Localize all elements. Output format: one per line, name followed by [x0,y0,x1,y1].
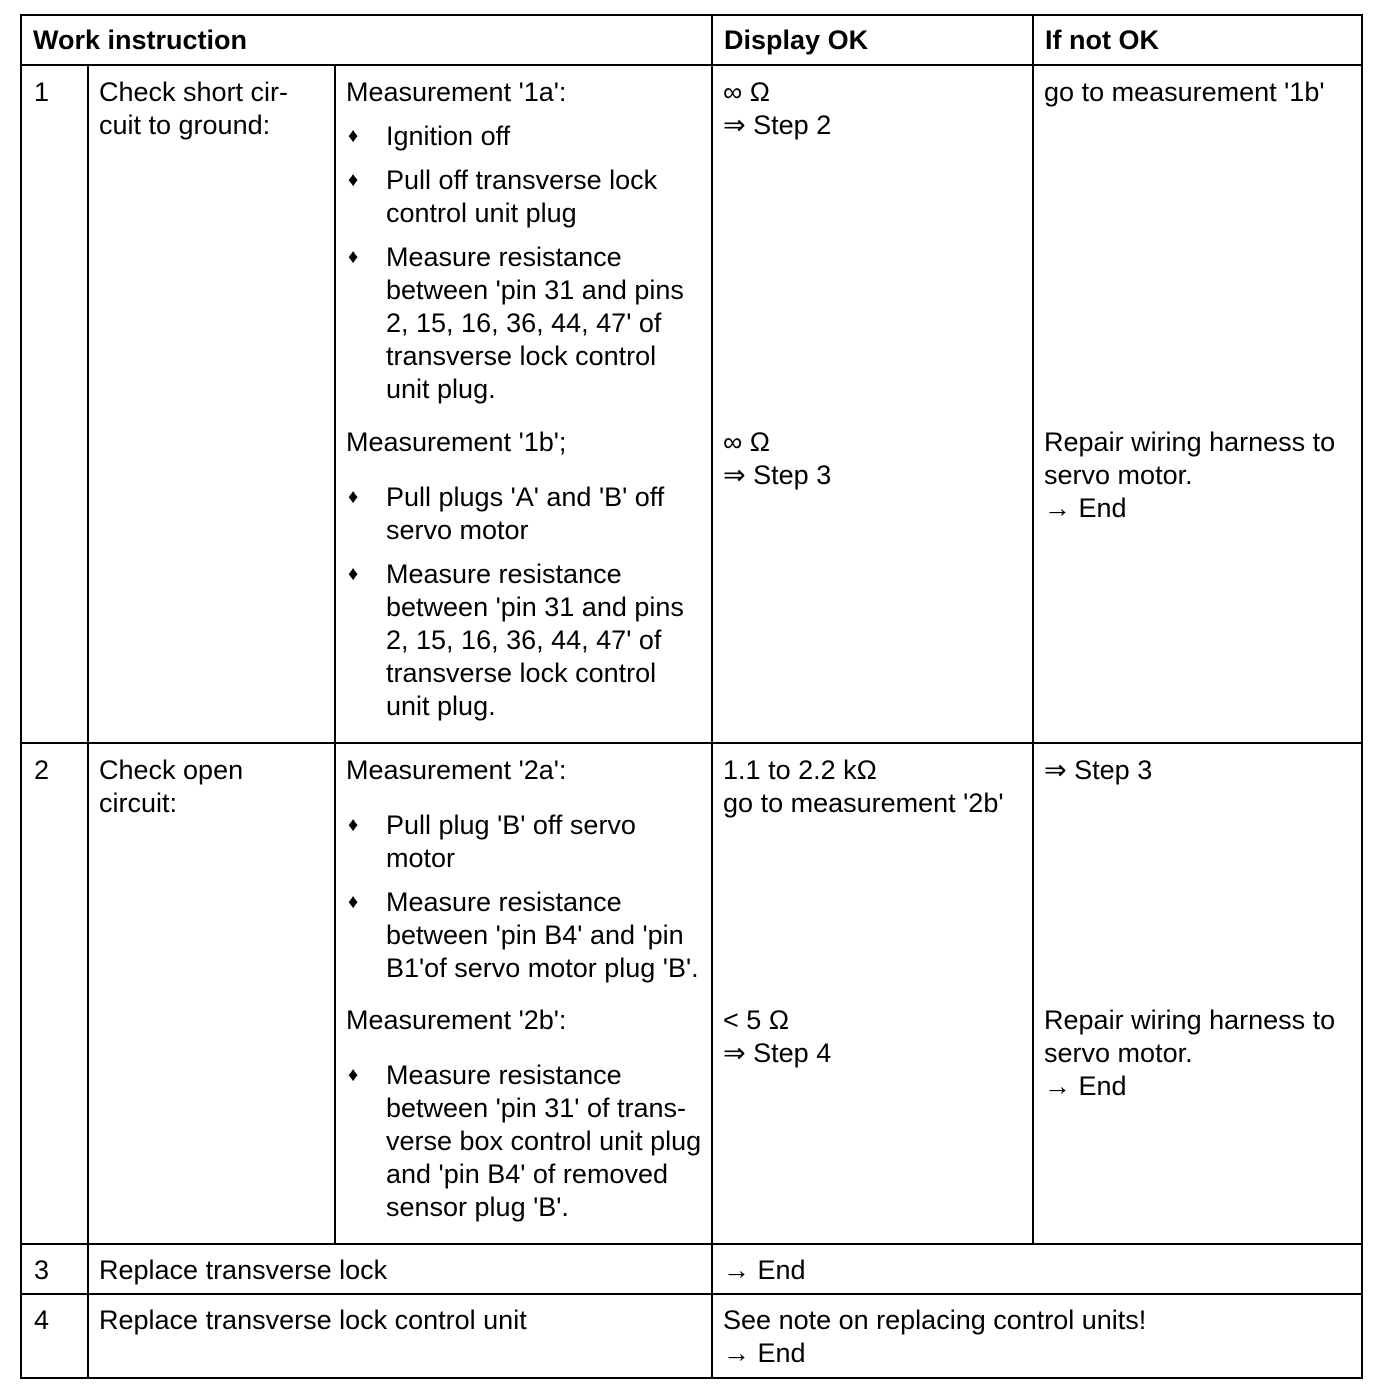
measurement-1b [346,426,703,723]
if-not-ok-cell [1033,743,1362,1244]
step-task: Check open circuit: [88,743,335,1244]
table-row-step-3 [21,1244,1362,1294]
instruction-list [346,1059,703,1224]
list-item: ♦ Measure resistance between 'pin 31' of trans-verse box control unit plug and 'pin B4' of removed sensor plug 'B'. [348,1060,702,1222]
display-ok-cell [712,65,1033,743]
bullet-icon: ♦ [348,246,359,268]
list-item: ♦ Pull plugs 'A' and 'B' off servo motor [348,482,665,545]
measurement-label: Measurement '2b': [346,1005,567,1035]
step-number: 1 [21,65,88,743]
measurement-label: Measurement '1a': [346,77,567,107]
table-row-step-1 [21,65,1362,743]
header-if-not-ok: If not OK [1033,15,1362,65]
instruction-list [346,481,703,723]
step-task: Check short cir- cuit to ground: [88,65,335,743]
step-task: Replace transverse lock [88,1244,712,1294]
bullet-icon: ♦ [348,891,359,913]
result-not-ok: ⇒ Step 3 [1044,755,1153,785]
list-item: ♦ Measure resistance between 'pin 31 and pins 2, 15, 16, 36, 44, 47' of transverse lock control unit plug. [348,559,684,721]
display-ok-cell [712,743,1033,1244]
measurement-2a [346,754,703,1004]
bullet-icon: ♦ [348,486,359,508]
if-not-ok-cell [1033,65,1362,743]
list-item: ♦ Pull off transverse lock control unit plug [348,165,658,228]
list-item: ♦ Measure resistance between 'pin B4' and 'pin B1'of servo motor plug 'B'. [348,887,699,983]
step-result: → End [712,1244,1362,1294]
measurement-cell [335,743,712,1244]
table-row-step-2 [21,743,1362,1244]
bullet-icon: ♦ [348,563,359,585]
measurement-label: Measurement '1b'; [346,427,567,457]
table-header-row [21,15,1362,65]
header-display-ok: Display OK [712,15,1033,65]
result-not-ok: Repair wiring harness to servo motor. → End [1044,427,1336,523]
bullet-icon: ♦ [348,169,359,191]
step-number: 4 [21,1294,88,1378]
measurement-2b [346,1004,703,1224]
result-not-ok: go to measurement '1b' [1044,77,1325,107]
step-task: Replace transverse lock control unit [88,1294,712,1378]
measurement-label: Measurement '2a': [346,755,567,785]
bullet-icon: ♦ [348,814,359,836]
result-ok: 1.1 to 2.2 kΩ go to measurement '2b' [723,755,1004,818]
table-row-step-4 [21,1294,1362,1378]
bullet-icon: ♦ [348,1064,359,1086]
step-result: See note on replacing control units! → End [712,1294,1362,1378]
step-number: 3 [21,1244,88,1294]
instruction-list [346,120,703,406]
list-item: ♦ Pull plug 'B' off servo motor [348,810,636,873]
bullet-icon: ♦ [348,125,359,147]
header-work-instruction: Work instruction [21,15,712,65]
result-ok: ∞ Ω ⇒ Step 3 [723,427,832,490]
measurement-1a [346,76,703,426]
measurement-cell [335,65,712,743]
result-ok: < 5 Ω ⇒ Step 4 [723,1005,832,1068]
list-item: ♦ Ignition off [348,121,511,151]
instruction-list [346,809,703,985]
work-instruction-table [20,14,1363,1379]
list-item: ♦ Measure resistance between 'pin 31 and pins 2, 15, 16, 36, 44, 47' of transverse lock control unit plug. [348,242,684,404]
result-ok: ∞ Ω ⇒ Step 2 [723,77,832,140]
result-not-ok: Repair wiring harness to servo motor. → End [1044,1005,1336,1101]
step-number: 2 [21,743,88,1244]
